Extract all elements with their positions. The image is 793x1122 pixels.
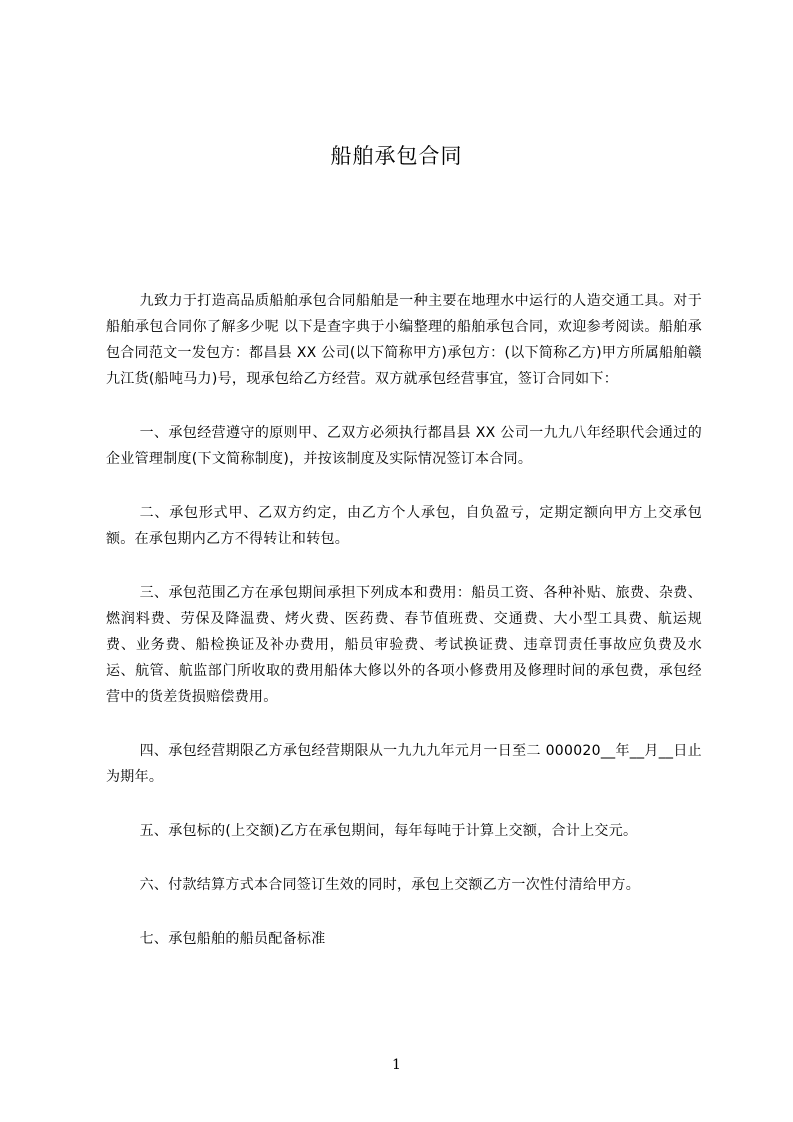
clause-4-paragraph: 四、承包经营期限乙方承包经营期限从一九九九年元月一日至二 000020__年__月__日止为期年。 xyxy=(106,743,702,785)
clause-2-paragraph: 二、承包形式甲、乙双方约定，由乙方个人承包，自负盈亏，定期定额向甲方上交承包额。在承包期内乙方不得转让和转包。 xyxy=(106,505,702,547)
clause-5-paragraph: 五、承包标的(上交额)乙方在承包期间，每年每吨于计算上交额，合计上交元。 xyxy=(139,823,638,839)
clause-6-paragraph: 六、付款结算方式本合同签订生效的同时，承包上交额乙方一次性付清给甲方。 xyxy=(139,877,641,893)
clause-1-paragraph: 一、承包经营遵守的原则甲、乙双方必须执行都昌县 XX 公司一九九八年经职代会通过的企业管理制度(下文简称制度)，并按该制度及实际情况签订本合同。 xyxy=(106,425,702,467)
document-title: 船舶承包合同 xyxy=(330,144,463,168)
page-number: 1 xyxy=(392,1057,401,1073)
intro-paragraph: 九致力于打造高品质船舶承包合同船舶是一种主要在地理水中运行的人造交通工具。对于船舶承包合同你了解多少呢 以下是查字典于小编整理的船舶承包合同，欢迎参考阅读。船舶承包合同范文一发包方：都昌县 XX 公司(以下简称甲方)承包方：(以下简称乙方)甲方所属船舶赣九江货(船吨马力)号，现承包给乙方经营。双方就承包经营事宜，签订合同如下： xyxy=(106,293,702,387)
clause-3-paragraph: 三、承包范围乙方在承包期间承担下列成本和费用：船员工资、各种补贴、旅费、杂费、燃润料费、劳保及降温费、烤火费、医药费、春节值班费、交通费、大小型工具费、航运规费、业务费、船检换证及补办费用，船员审验费、考试换证费、违章罚责任事故应负费及水运、航管、航监部门所收取的费用船体大修以外的各项小修费用及修理时间的承包费，承包经营中的货差货损赔偿费用。 xyxy=(106,585,702,705)
document-body xyxy=(106,288,702,980)
clause-7-paragraph: 七、承包船舶的船员配备标准 xyxy=(139,931,326,947)
